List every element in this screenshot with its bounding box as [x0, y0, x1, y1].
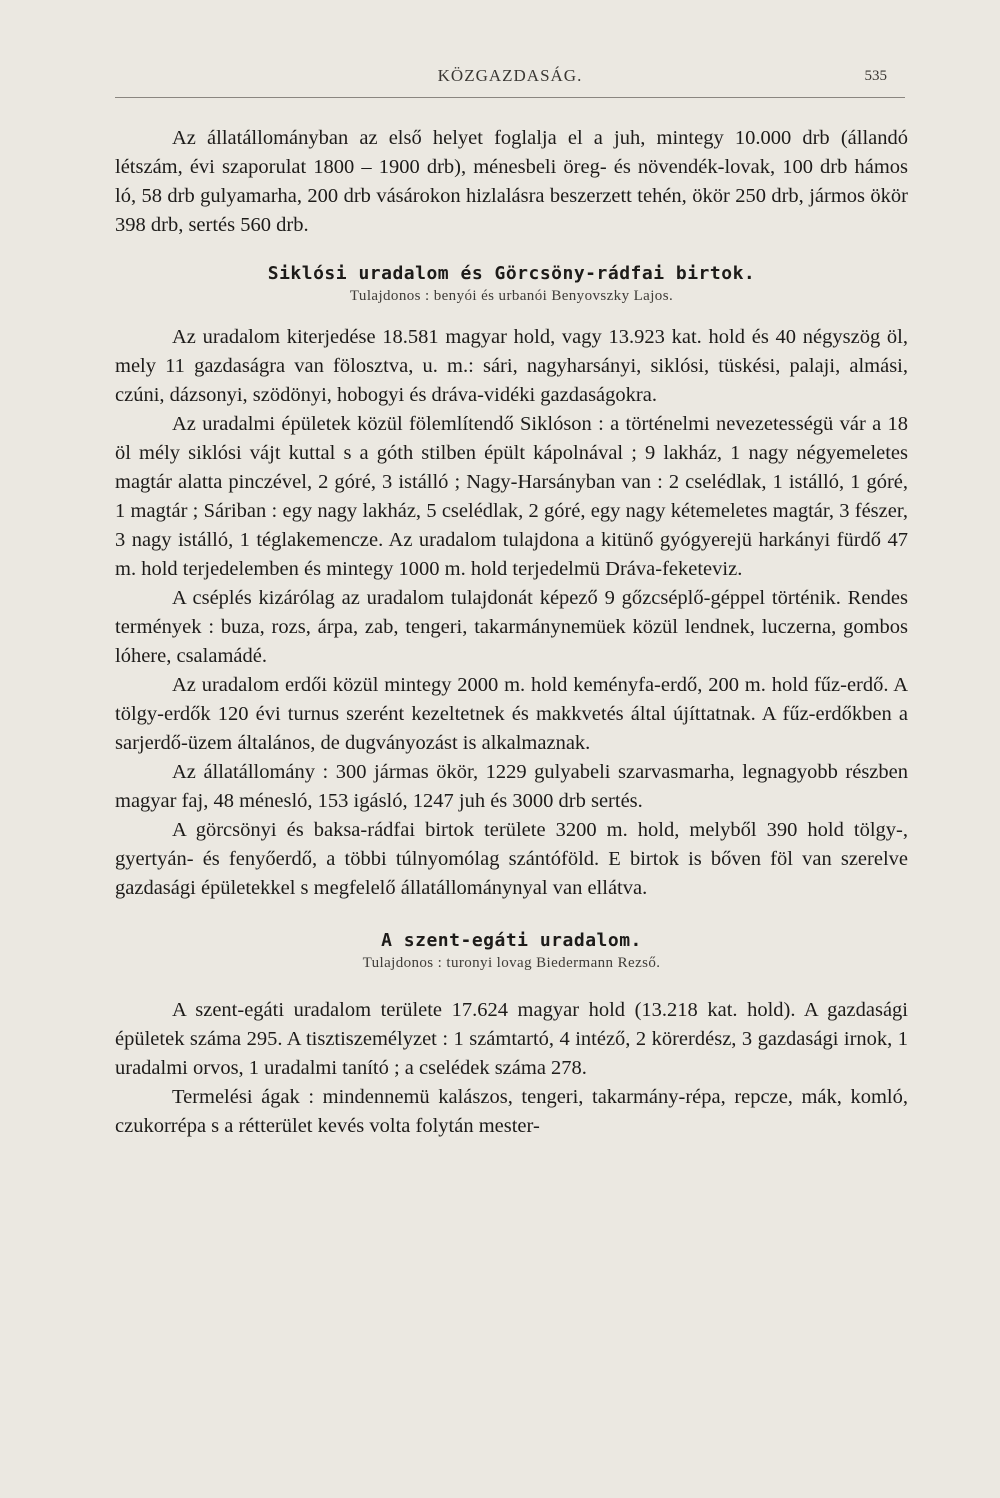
body-text	[115, 124, 908, 1141]
page-number: 535	[864, 68, 887, 84]
paragraph: Az uradalom erdői közül mintegy 2000 m. hold keményfa-erdő, 200 m. hold fűz-erdő. A tölgy-erdők 120 évi turnus szerént kezeltetnek és makkvetés által újíttatnak. A fűz-erdőkben a sarjerdő-üzem általános, de dugványozást is alkalmaznak.	[115, 674, 908, 754]
owner-line-szentegat: Tulajdonos : turonyi lovag Biedermann Rezső.	[362, 955, 661, 971]
intro-paragraph: Az állatállományban az első helyet foglalja el a juh, mintegy 10.000 drb (állandó létszám, évi szaporulat 1800 – 1900 drb), ménesbeli öreg- és növendék-lovak, 100 drb hámos ló, 58 drb gulyamarha, 200 drb vásárokon hizlalásra beszerzett tehén, ökör 250 drb, jármos ökör 398 drb, sertés 560 drb.	[115, 127, 908, 236]
paragraph: A görcsönyi és baksa-rádfai birtok területe 3200 m. hold, melyből 390 hold tölgy-, gyertyán- és fenyőerdő, a többi túlnyomólag szántóföld. E birtok is bőven föl van szerelve gazdasági épületekkel s megfelelő állatállománynyal van ellátva.	[115, 819, 908, 899]
section-heading-szentegat: A szent-egáti uradalom.	[381, 930, 642, 951]
paragraph: Az uradalom kiterjedése 18.581 magyar hold, vagy 13.923 kat. hold és 40 négyszög öl, mely 11 gazdaságra van fölosztva, u. m.: sári, nagyharsányi, siklósi, tüskési, palaji, almási, czúni, dázsonyi, szödönyi, hobogyi és dráva-vidéki gazdaságokra.	[115, 326, 908, 406]
paragraph: A szent-egáti uradalom területe 17.624 magyar hold (13.218 kat. hold). A gazdasági épületek száma 295. A tisztiszemélyzet : 1 számtartó, 4 intéző, 2 körerdész, 3 gazdasági irnok, 1 uradalmi orvos, 1 uradalmi tanító ; a cselédek száma 278.	[115, 999, 908, 1079]
running-title: KÖZGAZDASÁG.	[437, 66, 583, 85]
paragraph: Az állatállomány : 300 jármas ökör, 1229 gulyabeli szarvasmarha, legnagyobb részben magyar faj, 48 ménesló, 153 igásló, 1247 juh és 3000 drb sertés.	[115, 761, 908, 812]
running-head	[115, 62, 905, 92]
header-rule	[115, 97, 905, 98]
owner-line-siklos: Tulajdonos : benyói és urbanói Benyovszky Lajos.	[349, 288, 674, 304]
paragraph: Termelési ágak : mindennemü kalászos, tengeri, takarmány-répa, repcze, mák, komló, czukorrépa s a rétterület kevés volta folytán mester-	[115, 1086, 908, 1137]
paragraph: Az uradalmi épületek közül fölemlítendő Siklóson : a történelmi nevezetességü vár a 18 öl mély siklósi vájt kuttal s a góth stilben épült kápolnával ; 9 lakház, 1 nagy négyemeletes magtár alatta pinczével, 2 góré, 3 istálló ; Nagy-Harsányban van : 2 cselédlak, 1 istálló, 1 góré, 1 magtár ; Sáriban : egy nagy lakház, 5 cselédlak, 2 góré, egy nagy kétemeletes magtár, 3 fészer, 3 nagy istálló, 1 téglakemencze. Az uradalom tulajdona a kitünő gyógyerejü harkányi fürdő 47 m. hold terjedelemben és mintegy 1000 m. hold terjedelmü Dráva-feketeviz.	[115, 413, 908, 580]
section-heading-siklos: Siklósi uradalom és Görcsöny-rádfai birtok.	[267, 263, 756, 284]
paragraph: A cséplés kizárólag az uradalom tulajdonát képező 9 gőzcséplő-géppel történik. Rendes termények : buza, rozs, árpa, zab, tengeri, takarmánynemüek közül lendnek, luczerna, gombos lóhere, csalamádé.	[115, 587, 908, 667]
